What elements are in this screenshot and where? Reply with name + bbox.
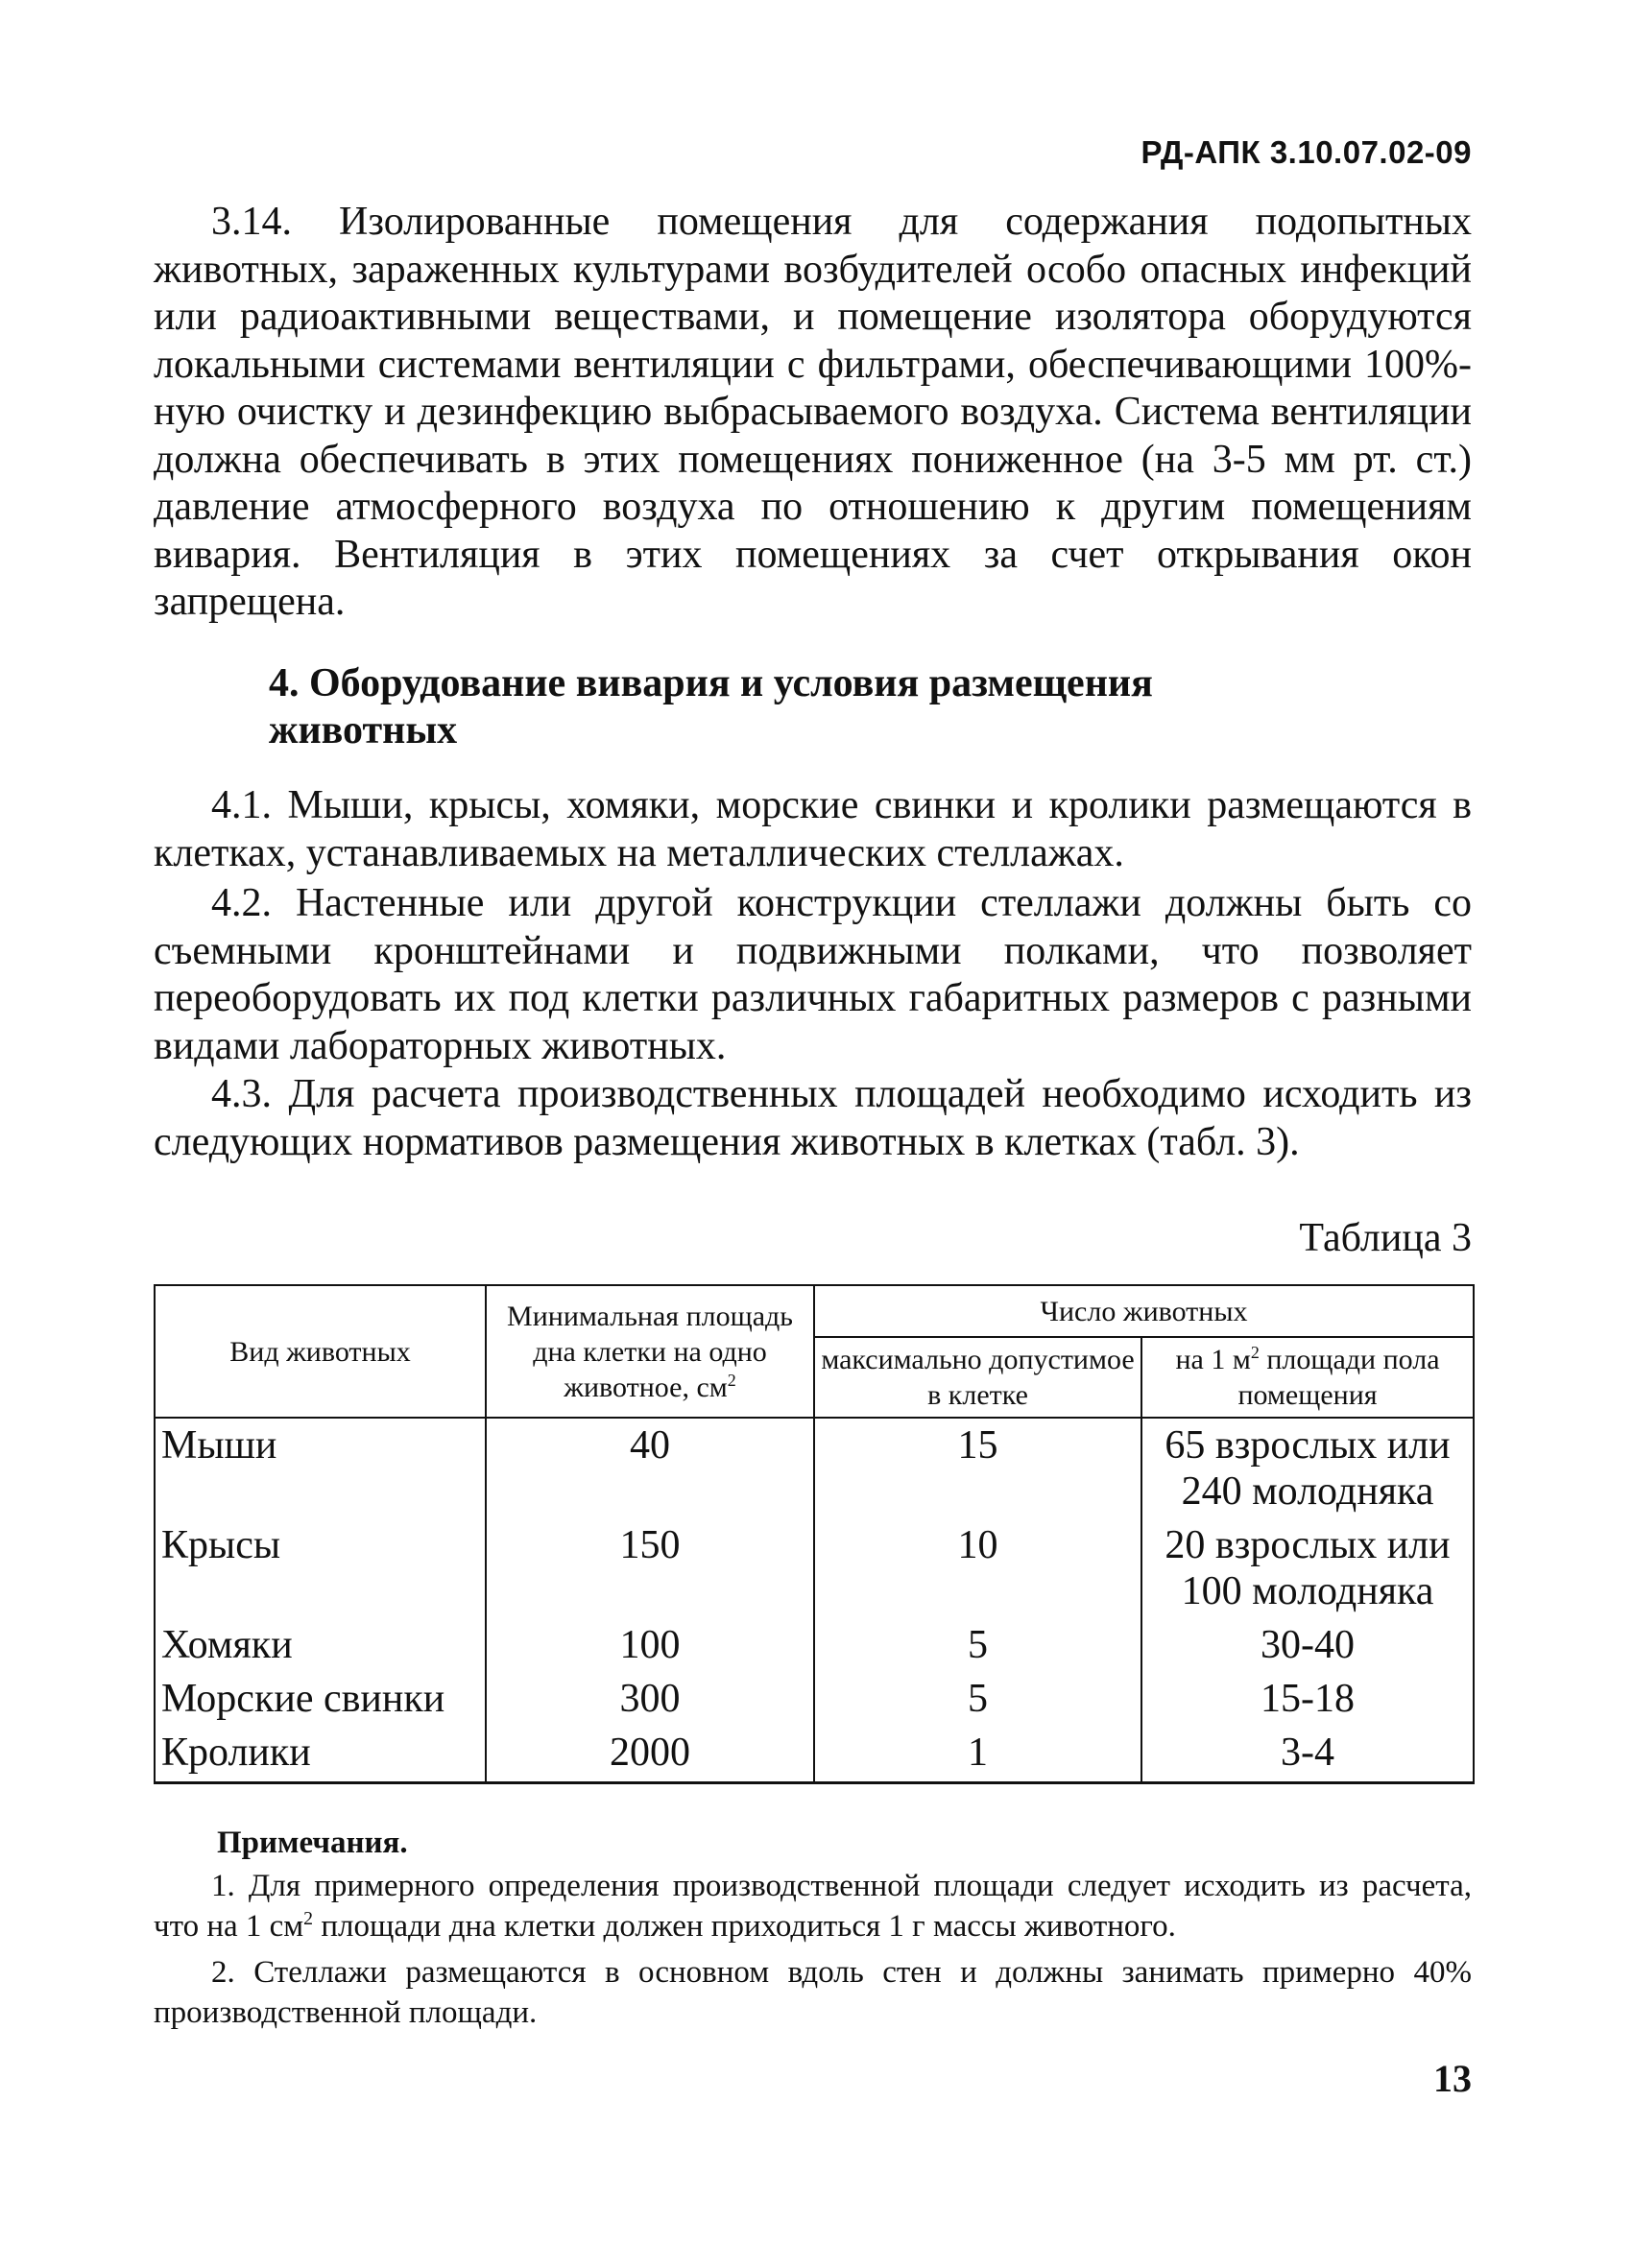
note-1	[154, 1866, 1472, 1946]
header-max-per-cage: максимально допустимое в клетке	[814, 1337, 1141, 1418]
header-per-m2-post: площади пола помещения	[1237, 1344, 1440, 1411]
cell-min-area: 150	[486, 1520, 814, 1620]
paragraph-3-14: 3.14. Изолированные помещения для содержания подопытных животных, зараженных культурами возбудителей особо опасных инфекций или радиоактивными веществами, и помещение изолятора оборудуются локальными системами вентиляции с фильтрами, обеспечивающими 100%-ную очистку и дезинфекцию выбрасываемого воздуха. Система вентиляции должна обеспечивать в этих помещениях пониженное (на 3-5 мм рт. ст.) давление атмосферного воздуха по отношению к другим помещениям вивария. Вентиляция в этих помещениях за счет открывания окон запрещена.	[154, 200, 1472, 624]
note-1-sup: 2	[303, 1908, 314, 1929]
table-row	[155, 1418, 1474, 1520]
header-animal-count: Число животных	[814, 1285, 1474, 1337]
cell-per-m2-line-1: 20 взрослых или	[1165, 1523, 1451, 1567]
table-row	[155, 1674, 1474, 1728]
norms-table	[154, 1284, 1475, 1784]
cell-animal: Кролики	[155, 1728, 486, 1783]
paragraph-4-2: 4.2. Настенные или другой конструкции стеллажи должны быть со съемными кронштейнами и подвижными полками, что позволяет переоборудовать их под клетки различных габаритных размеров с разными видами лабораторных животных.	[154, 881, 1472, 1068]
cell-max-in-cage: 15	[814, 1418, 1141, 1520]
cell-per-m2-line-2: 240 молодняка	[1181, 1469, 1434, 1514]
cell-max-in-cage: 5	[814, 1674, 1141, 1728]
cell-min-area: 40	[486, 1418, 814, 1520]
cell-animal: Мыши	[155, 1418, 486, 1520]
cell-per-m2: 30-40	[1141, 1620, 1474, 1674]
cell-per-m2-line-1: 65 взрослых или	[1165, 1423, 1451, 1468]
cell-per-m2	[1141, 1418, 1474, 1520]
header-per-m2-pre: на 1 м	[1175, 1344, 1251, 1375]
note-2: 2. Стеллажи размещаются в основном вдоль стен и должны занимать примерно 40% производственной площади.	[154, 1955, 1472, 2030]
paragraph-4-1: 4.1. Мыши, крысы, хомяки, морские свинки и кролики размещаются в клетках, устанавливаемых на металлических стеллажах.	[154, 783, 1472, 875]
header-animal-type: Вид животных	[155, 1285, 486, 1418]
cell-animal: Крысы	[155, 1520, 486, 1620]
header-min-area-sup: 2	[727, 1370, 736, 1390]
cell-max-in-cage: 10	[814, 1520, 1141, 1620]
cell-min-area: 300	[486, 1674, 814, 1728]
table-row	[155, 1728, 1474, 1783]
cell-per-m2	[1141, 1520, 1474, 1620]
cell-per-m2: 15-18	[1141, 1674, 1474, 1728]
table-caption: Таблица 3	[1299, 1216, 1472, 1260]
section-heading	[269, 660, 1325, 754]
header-per-m2	[1141, 1337, 1474, 1418]
section-heading-line-1: 4. Оборудование вивария и условия размещения	[269, 661, 1153, 705]
cell-per-m2-line-2: 100 молодняка	[1181, 1569, 1434, 1613]
table-row	[155, 1620, 1474, 1674]
cell-animal: Морские свинки	[155, 1674, 486, 1728]
header-min-area	[486, 1285, 814, 1418]
header-min-area-text: Минимальная площадь дна клетки на одно животное, см	[507, 1300, 793, 1403]
note-1-text-post: площади дна клетки должен приходиться 1 г массы животного.	[313, 1909, 1176, 1944]
cell-min-area: 100	[486, 1620, 814, 1674]
header-per-m2-sup: 2	[1250, 1343, 1260, 1362]
cell-per-m2: 3-4	[1141, 1728, 1474, 1783]
section-heading-line-2: животных	[269, 708, 458, 752]
cell-max-in-cage: 5	[814, 1620, 1141, 1674]
note-1-text-pre: 1. Для примерного определения производственной площади следует исходить из расчета, что на 1 см	[154, 1869, 1472, 1944]
table-row	[155, 1520, 1474, 1620]
document-code: РД-АПК 3.10.07.02-09	[1141, 134, 1472, 170]
cell-min-area: 2000	[486, 1728, 814, 1783]
page-number: 13	[1433, 2057, 1472, 2100]
paragraph-4-3: 4.3. Для расчета производственных площадей необходимо исходить из следующих нормативов размещения животных в клетках (табл. 3).	[154, 1072, 1472, 1164]
notes-title: Примечания.	[217, 1826, 408, 1860]
cell-animal: Хомяки	[155, 1620, 486, 1674]
cell-max-in-cage: 1	[814, 1728, 1141, 1783]
